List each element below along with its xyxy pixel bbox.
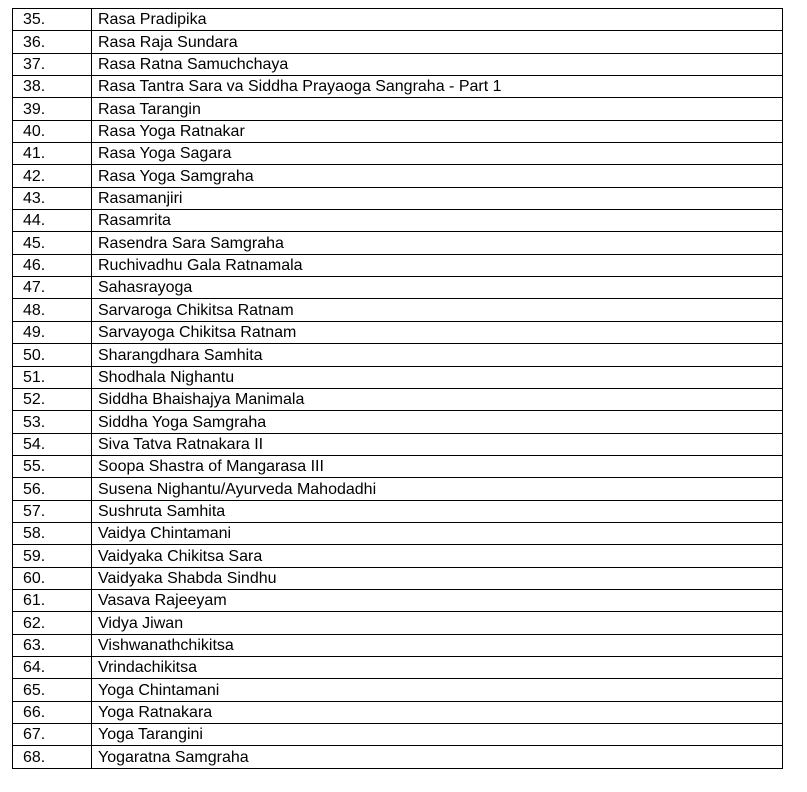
- row-number: 59.: [13, 545, 92, 567]
- book-title: Ruchivadhu Gala Ratnamala: [92, 254, 783, 276]
- book-title: Rasamanjiri: [92, 187, 783, 209]
- row-number: 61.: [13, 589, 92, 611]
- book-title: Sahasrayoga: [92, 277, 783, 299]
- book-title: Siddha Bhaishajya Manimala: [92, 388, 783, 410]
- row-number: 56.: [13, 478, 92, 500]
- row-number: 43.: [13, 187, 92, 209]
- table-row: [13, 254, 783, 276]
- table-row: [13, 411, 783, 433]
- row-number: 65.: [13, 679, 92, 701]
- book-title: Vaidya Chintamani: [92, 522, 783, 544]
- book-title: Yoga Ratnakara: [92, 701, 783, 723]
- row-number: 64.: [13, 656, 92, 678]
- table-row: [13, 589, 783, 611]
- table-row: [13, 724, 783, 746]
- row-number: 42.: [13, 165, 92, 187]
- book-title: Rasa Yoga Sagara: [92, 143, 783, 165]
- row-number: 55.: [13, 455, 92, 477]
- book-title: Rasa Raja Sundara: [92, 31, 783, 53]
- row-number: 38.: [13, 76, 92, 98]
- book-title: Vidya Jiwan: [92, 612, 783, 634]
- book-title: Rasa Tantra Sara va Siddha Prayaoga Sangraha - Part 1: [92, 76, 783, 98]
- row-number: 58.: [13, 522, 92, 544]
- book-title: Vishwanathchikitsa: [92, 634, 783, 656]
- book-title: Sushruta Samhita: [92, 500, 783, 522]
- table-row: [13, 656, 783, 678]
- table-row: [13, 344, 783, 366]
- table-row: [13, 679, 783, 701]
- row-number: 35.: [13, 9, 92, 31]
- row-number: 53.: [13, 411, 92, 433]
- table-row: [13, 455, 783, 477]
- row-number: 50.: [13, 344, 92, 366]
- table-row: [13, 120, 783, 142]
- table-row: [13, 165, 783, 187]
- book-title: Yogaratna Samgraha: [92, 746, 783, 768]
- table-row: [13, 277, 783, 299]
- row-number: 52.: [13, 388, 92, 410]
- book-title: Sharangdhara Samhita: [92, 344, 783, 366]
- table-row: [13, 500, 783, 522]
- row-number: 40.: [13, 120, 92, 142]
- row-number: 36.: [13, 31, 92, 53]
- book-title: Vaidyaka Shabda Sindhu: [92, 567, 783, 589]
- book-title: Rasamrita: [92, 210, 783, 232]
- row-number: 54.: [13, 433, 92, 455]
- row-number: 68.: [13, 746, 92, 768]
- row-number: 66.: [13, 701, 92, 723]
- table-row: [13, 366, 783, 388]
- row-number: 67.: [13, 724, 92, 746]
- book-title: Siva Tatva Ratnakara II: [92, 433, 783, 455]
- book-title: Yoga Tarangini: [92, 724, 783, 746]
- row-number: 48.: [13, 299, 92, 321]
- table-row: [13, 53, 783, 75]
- table-row: [13, 232, 783, 254]
- book-title: Yoga Chintamani: [92, 679, 783, 701]
- row-number: 60.: [13, 567, 92, 589]
- row-number: 51.: [13, 366, 92, 388]
- book-title: Vaidyaka Chikitsa Sara: [92, 545, 783, 567]
- table-row: [13, 522, 783, 544]
- row-number: 45.: [13, 232, 92, 254]
- table-row: [13, 299, 783, 321]
- book-title: Vasava Rajeeyam: [92, 589, 783, 611]
- row-number: 39.: [13, 98, 92, 120]
- book-title: Susena Nighantu/Ayurveda Mahodadhi: [92, 478, 783, 500]
- book-title: Soopa Shastra of Mangarasa III: [92, 455, 783, 477]
- table-row: [13, 478, 783, 500]
- table-row: [13, 634, 783, 656]
- table-row: [13, 321, 783, 343]
- table-row: [13, 98, 783, 120]
- book-title: Siddha Yoga Samgraha: [92, 411, 783, 433]
- table-row: [13, 76, 783, 98]
- book-title: Sarvayoga Chikitsa Ratnam: [92, 321, 783, 343]
- book-title: Rasa Yoga Ratnakar: [92, 120, 783, 142]
- book-title: Shodhala Nighantu: [92, 366, 783, 388]
- book-title: Rasa Ratna Samuchchaya: [92, 53, 783, 75]
- book-list-table: [12, 8, 783, 769]
- table-row: [13, 9, 783, 31]
- table-row: [13, 701, 783, 723]
- table-row: [13, 388, 783, 410]
- table-row: [13, 187, 783, 209]
- table-row: [13, 143, 783, 165]
- table-row: [13, 31, 783, 53]
- table-row: [13, 612, 783, 634]
- row-number: 57.: [13, 500, 92, 522]
- table-row: [13, 210, 783, 232]
- row-number: 49.: [13, 321, 92, 343]
- row-number: 41.: [13, 143, 92, 165]
- table-row: [13, 746, 783, 768]
- row-number: 62.: [13, 612, 92, 634]
- table-row: [13, 545, 783, 567]
- table-row: [13, 567, 783, 589]
- book-list-body: [13, 9, 783, 769]
- row-number: 46.: [13, 254, 92, 276]
- row-number: 44.: [13, 210, 92, 232]
- row-number: 37.: [13, 53, 92, 75]
- row-number: 63.: [13, 634, 92, 656]
- book-title: Vrindachikitsa: [92, 656, 783, 678]
- book-title: Rasa Tarangin: [92, 98, 783, 120]
- book-title: Rasa Yoga Samgraha: [92, 165, 783, 187]
- book-title: Rasa Pradipika: [92, 9, 783, 31]
- book-title: Sarvaroga Chikitsa Ratnam: [92, 299, 783, 321]
- row-number: 47.: [13, 277, 92, 299]
- table-row: [13, 433, 783, 455]
- book-title: Rasendra Sara Samgraha: [92, 232, 783, 254]
